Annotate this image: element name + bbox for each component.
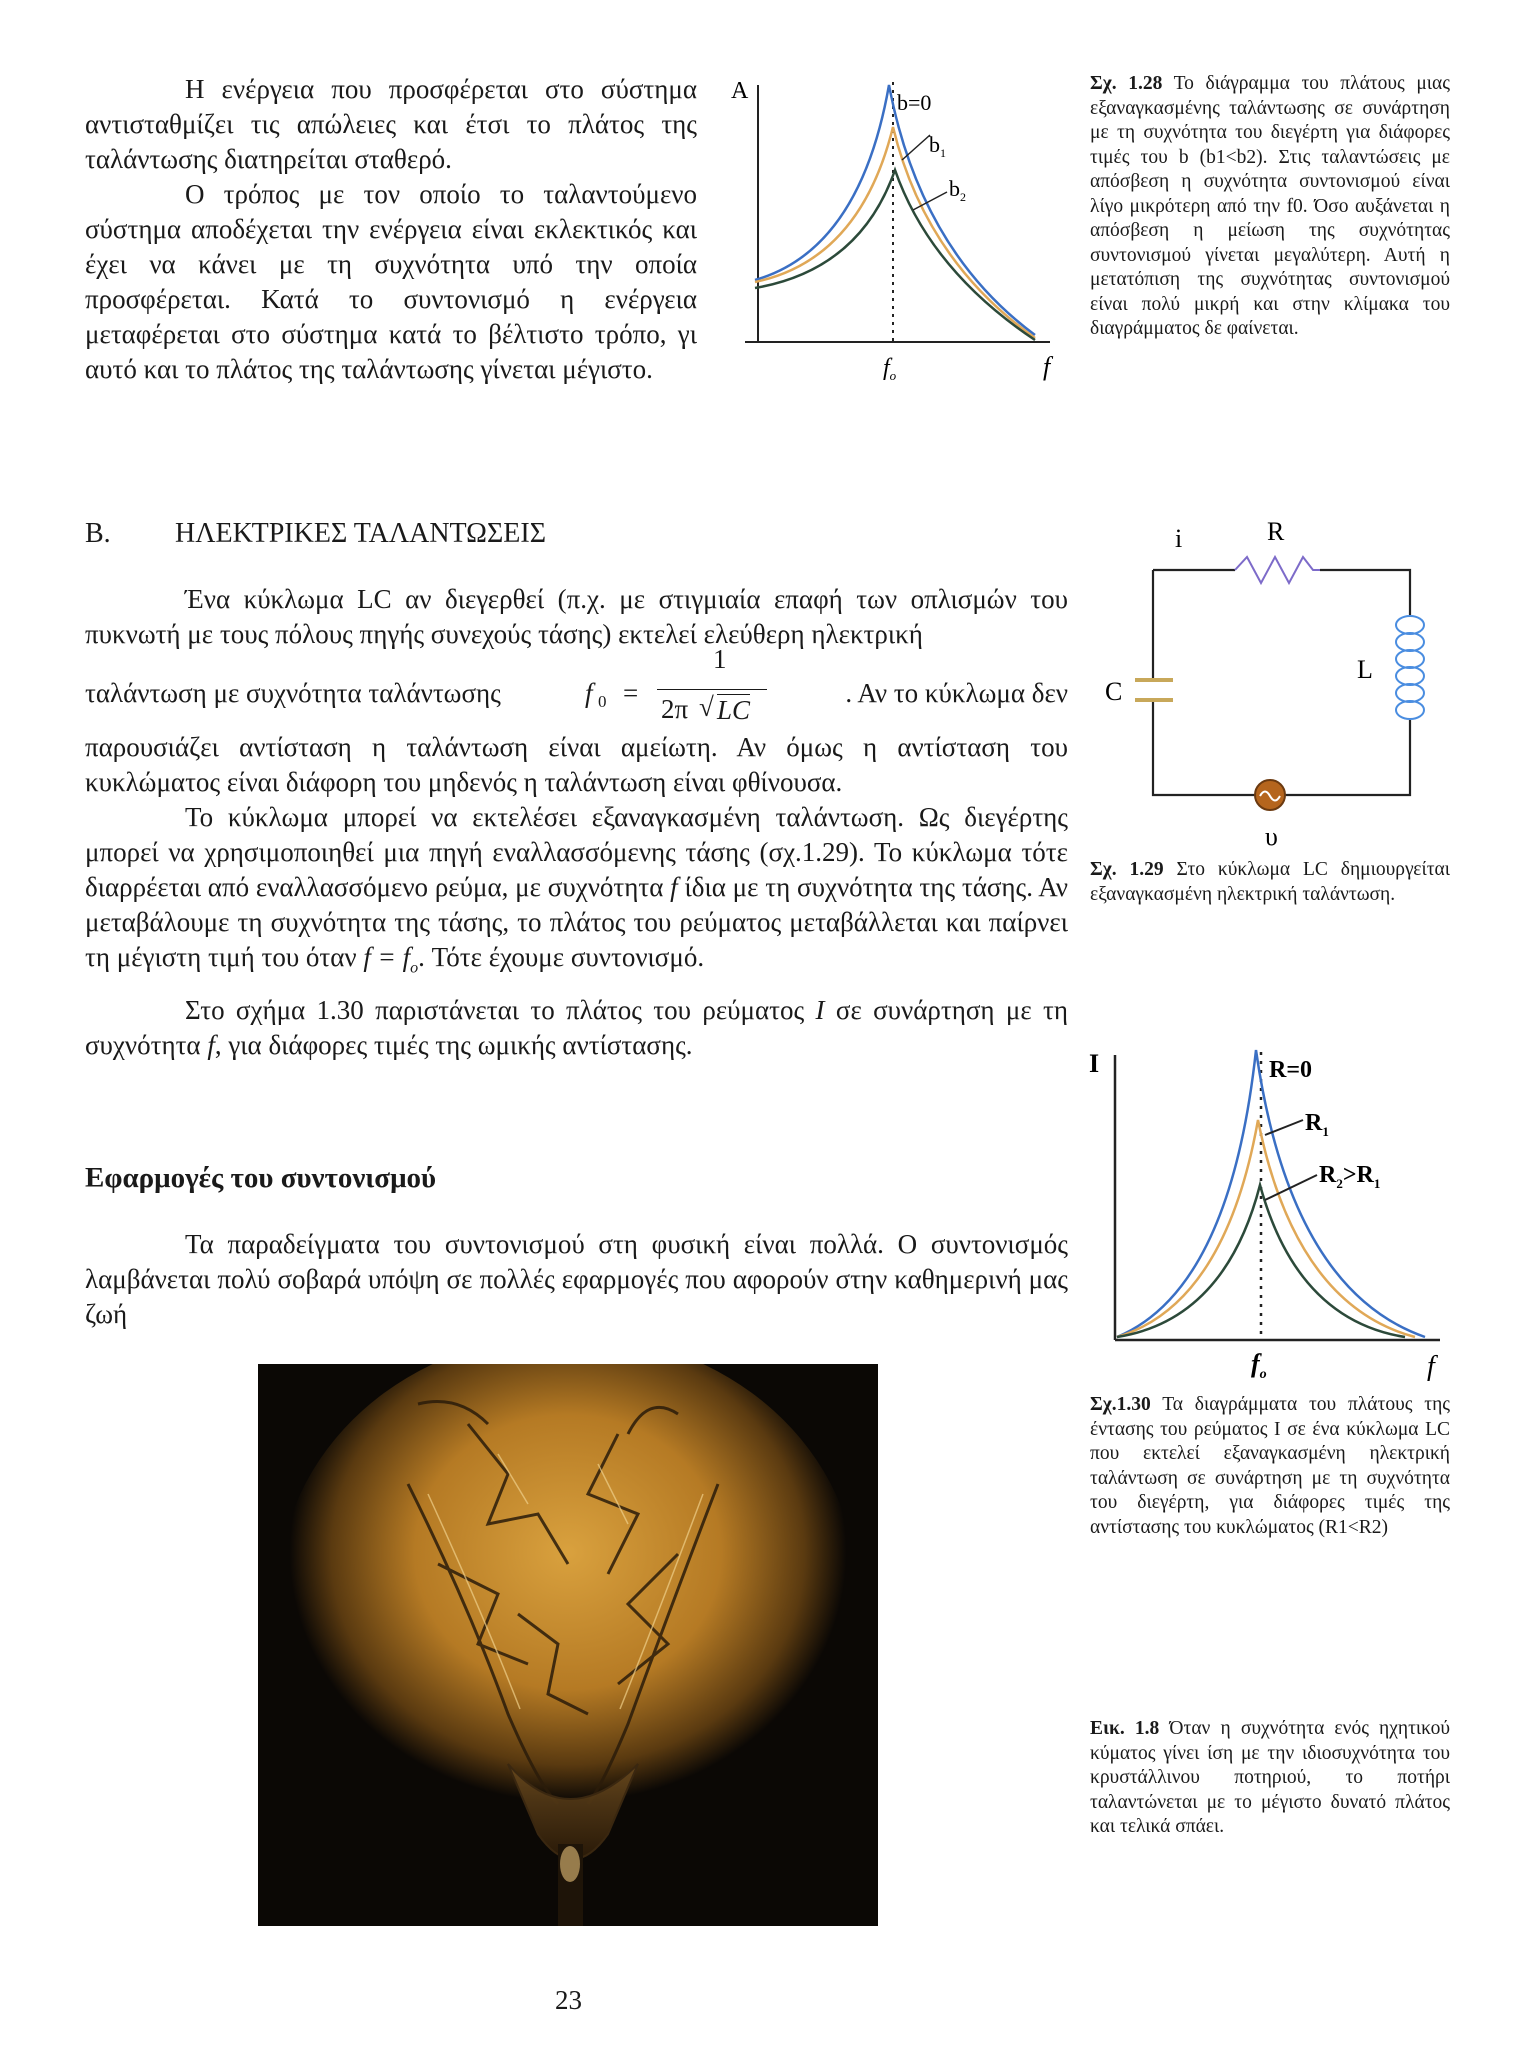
curve-b2 — [755, 170, 1035, 340]
paragraph-selective: Ο τρόπος με τον οποίο το ταλαντούμενο σύστημα αποδέχεται την ενέργεια είναι εκλεκτικός και έχει να κάνει με τη συχνότητα υπό την οποία προσφέρεται. Κατά το συντονισμό η ενέργεια μεταφέρεται στο σύστημα κατά το βέλτιστο τρόπο, γι αυτό και το πλάτος της ταλάντωσης γίνεται μέγιστο. — [85, 179, 697, 384]
section-title: ΗΛΕΚΤΡΙΚΕΣ ΤΑΛΑΝΤΩΣΕΙΣ — [175, 518, 546, 549]
figure-1-30-current-graph — [1085, 1040, 1465, 1390]
x-axis-label: f — [1043, 352, 1051, 381]
figure-1-28-amplitude-graph — [725, 70, 1065, 390]
tick-f0: $f_o$ — [1251, 1349, 1267, 1382]
current-label: i — [1175, 524, 1183, 553]
label-r2: $R_2>R_1$ — [1319, 1162, 1381, 1191]
fraction-bar — [657, 689, 767, 690]
curve-b1 — [755, 127, 1035, 338]
applications-heading: Εφαρμογές του συντονισμού — [85, 1162, 437, 1194]
figure-1-29-caption: Σχ. 1.29 Στο κύκλωμα LC δημιουργείται εξαναγκασμένη ηλεκτρική ταλάντωση. — [1090, 859, 1450, 905]
paragraph-energy: Η ενέργεια που προσφέρεται στο σύστημα αντισταθμίζει τις απώλειες και έτσι το πλάτος της ταλάντωσης διατηρείται σταθερό. — [85, 74, 697, 174]
curve-b0 — [755, 85, 1035, 335]
paragraph-lc-resistance: παρουσιάζει αντίσταση η ταλάντωση είναι αμείωτη. Αν όμως η αντίσταση του κυκλώματος είναι διάφορη του μηδενός η ταλάντωση είναι φθίνουσα. — [85, 732, 1068, 797]
caption-text: Το διάγραμμα του πλάτους μιας εξαναγκασμένης ταλάντωσης σε συνάρτηση με τη συχνότητα του διεγέρτη για διάφορες τιμές του b (b1<b2). Στις ταλαντώσεις με απόσβεση η συχνότητα συντονισμού είναι λίγο μικρότερη από την f0. Όσο αυξάνεται η απόσβεση η μείωση της συχνότητας συντονισμού γίνεται μεγαλύτερη. Αυτή η μετατόπιση της συχνότητας συντονισμού είναι πολύ μικρή και στην κλίμακα του διαγράμματος δε φαίνεται. — [1090, 73, 1450, 339]
y-axis-label: A — [731, 78, 749, 104]
y-axis-label: I — [1089, 1049, 1100, 1078]
formula-line: ταλάντωση με συχνότητα ταλάντωσης f 0 = 1 2π √ LC . Αν το κύκλωμα δεν — [85, 652, 1068, 730]
capacitor-plates — [1135, 680, 1173, 700]
curve-r1 — [1117, 1120, 1415, 1337]
lc-text-block — [85, 582, 1068, 1063]
label-r0: R=0 — [1269, 1057, 1313, 1083]
x-axis-label: f — [1427, 1351, 1435, 1382]
source-label: υ — [1265, 822, 1278, 851]
label-b2: $b_2$ — [949, 176, 966, 204]
breaking-glass-photo — [258, 1364, 878, 1926]
applications-text-block — [85, 1227, 1068, 1332]
paragraph-applications: Τα παραδείγματα του συντονισμού στη φυσική είναι πολλά. Ο συντονισμός λαμβάνεται πολύ σοβαρά υπόψη σε πολλές εφαρμογές που αφορούν στην καθημερινή μας ζωή — [85, 1229, 1068, 1329]
ac-source-icon — [1255, 780, 1285, 810]
breaking-glass-illustration — [258, 1364, 878, 1926]
capacitor-label: C — [1105, 677, 1123, 706]
section-letter: B. — [85, 518, 111, 549]
resistor-zigzag — [1235, 557, 1320, 583]
inductor-coil — [1396, 616, 1424, 719]
resistor-label: R — [1267, 517, 1285, 546]
paragraph-fig130-ref: Στο σχήμα 1.30 παριστάνεται το πλάτος του ρεύματος I σε συνάρτηση με τη συχνότητα f, για διάφορες τιμές της ωμικής αντίστασης. — [85, 995, 1068, 1061]
figure-1-8-caption: Εικ. 1.8 Όταν η συχνότητα ενός ηχητικού κύματος γίνει ίση με την ιδιοσυχνότητα του κρυστάλλινου ποτηριού, το ποτήρι ταλαντώνεται με το μέγιστο δυνατό πλάτος και τελικά σπάει. — [1090, 1718, 1450, 1837]
figure-1-29-lc-circuit — [1095, 515, 1455, 855]
label-b1: $b_1$ — [929, 132, 946, 160]
intro-text-block — [85, 72, 697, 387]
inductor-label: L — [1357, 655, 1373, 684]
section-heading — [85, 518, 546, 550]
label-r1: $R_1$ — [1305, 1110, 1329, 1139]
page-number: 23 — [555, 1985, 582, 2015]
sqrt-sign: √ — [699, 692, 714, 722]
paragraph-forced: Το κύκλωμα μπορεί να εκτελέσει εξαναγκασμένη ταλάντωση. Ως διεγέρτης μπορεί να χρησιμοποιηθεί μια πηγή εναλλασσόμενης τάσης (σχ.1.29). Το κύκλωμα τότε διαρρέεται από εναλλασσόμενο ρεύμα, με συχνότητα f ίδια με τη συχνότητα της τάσης. Αν μεταβάλουμε τη συχνότητα της τάσης, το πλάτος του ρεύματος μεταβάλλεται και παίρνει τη μέγιστη τιμή του όταν $f = f_o$. Τότε έχουμε συντονισμό. — [85, 802, 1069, 977]
curve-r0 — [1117, 1050, 1425, 1337]
figure-1-28-caption — [1090, 72, 1450, 342]
label-b0: b=0 — [897, 90, 932, 115]
formula: f 0 = 1 2π √ LC — [585, 652, 875, 730]
paragraph-lc-free: Ένα κύκλωμα LC αν διεγερθεί (π.χ. με στιγμιαία επαφή των οπλισμών του πυκνωτή με τους πόλους πηγής συνεχούς τάσης) εκτελεί ελεύθερη ηλεκτρική — [85, 584, 1068, 649]
tick-f0: $f_o$ — [883, 355, 897, 383]
figure-1-30-caption: Σχ.1.30 Τα διαγράμματα του πλάτους της έντασης του ρεύματος I σε ένα κύκλωμα LC που εκτελεί εξαναγκασμένη ηλεκτρική ταλάντωση σε συνάρτηση με τη συχνότητα του διεγέρτη, για διάφορες τιμές της αντίστασης του κυκλώματος (R1<R2) — [1090, 1394, 1450, 1538]
caption-number: Σχ. 1.28 — [1090, 73, 1163, 94]
pointer-b1 — [902, 135, 930, 160]
